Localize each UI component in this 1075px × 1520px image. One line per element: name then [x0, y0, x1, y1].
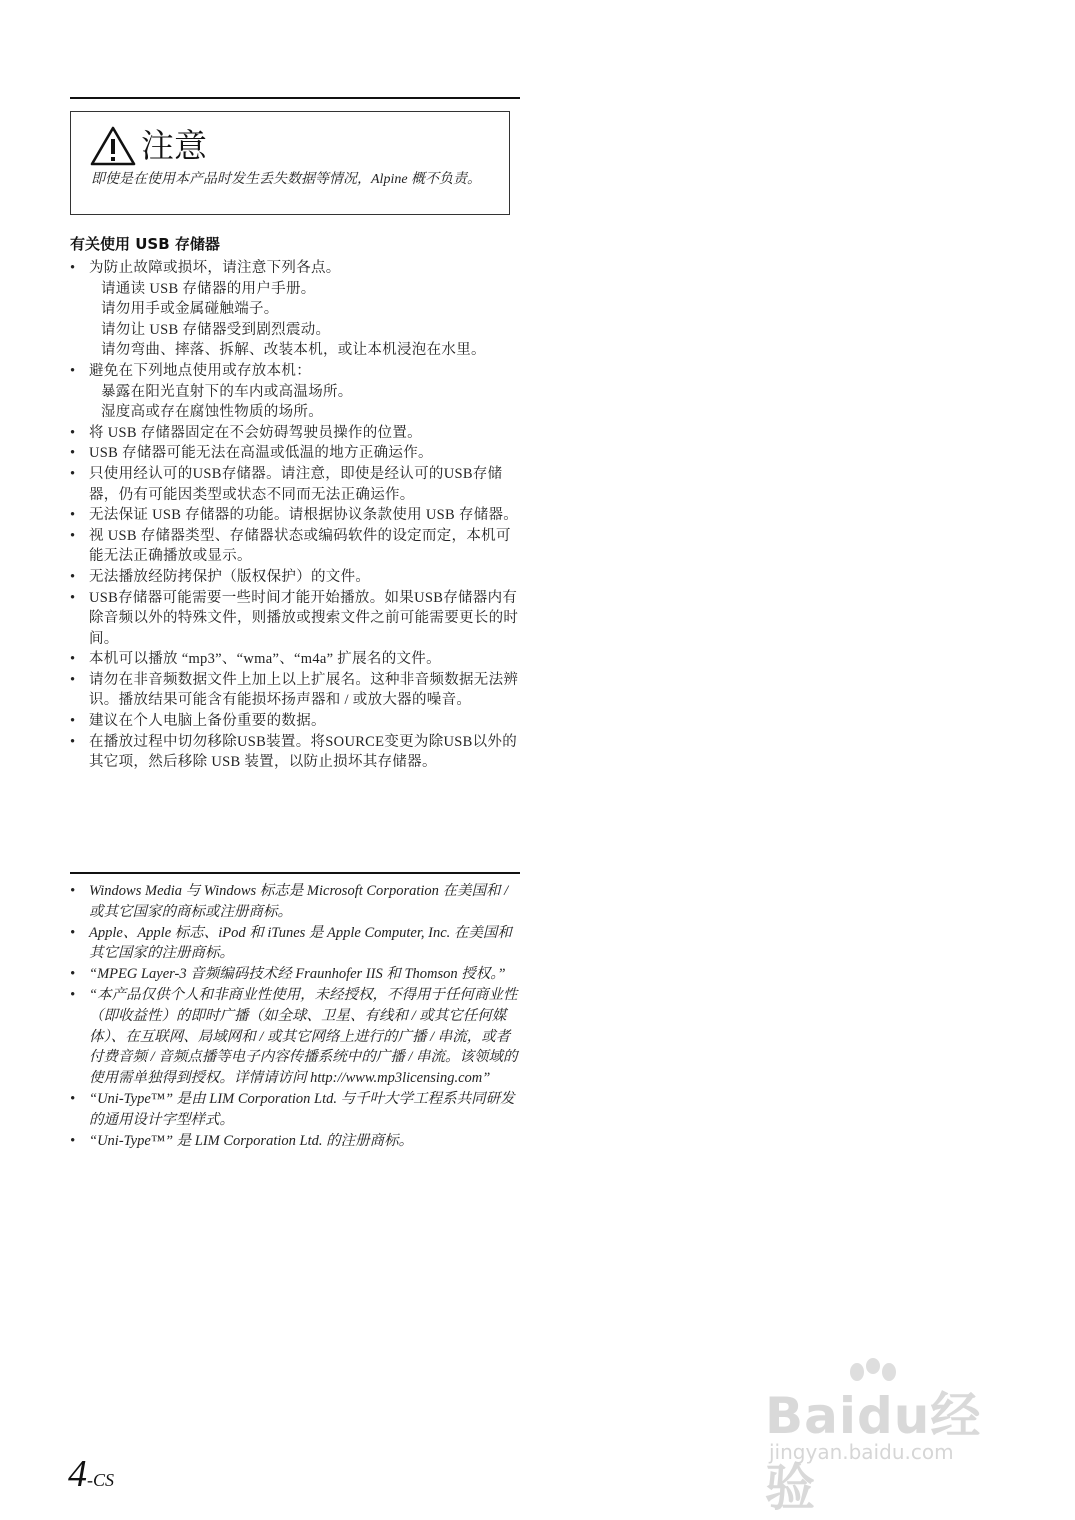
page-number-digit: 4 — [68, 1453, 87, 1495]
caution-box — [70, 111, 510, 215]
page-number-suffix: -CS — [87, 1470, 114, 1490]
bullet-icon: • — [70, 966, 76, 983]
bullet-icon: • — [70, 733, 76, 750]
notes-item — [70, 649, 522, 670]
trademarks-text: Windows Media 与 Windows 标志是 Microsoft Corporation 在美国和 / 或其它国家的商标或注册商标。 — [89, 883, 509, 920]
notes-item — [70, 526, 522, 567]
notes-subitem: 请勿弯曲、摔落、拆解、改装本机，或让本机浸泡在水里。 — [101, 342, 486, 359]
trademarks-text: “Uni-Type™” 是 LIM Corporation Ltd. 的注册商标。 — [89, 1132, 414, 1149]
notes-text: 本机可以播放 “mp3”、“wma”、“m4a” 扩展名的文件。 — [89, 651, 441, 668]
notes-text: 建议在个人电脑上备份重要的数据。 — [89, 713, 326, 730]
notes-text: 视 USB 存储器类型、存储器状态或编码软件的设定而定，本机可能无法正确播放或显示。 — [89, 527, 511, 565]
page-number — [68, 1452, 114, 1496]
notes-text: 无法保证 USB 存储器的功能。请根据协议条款使用 USB 存储器。 — [89, 507, 519, 524]
trademarks-text: “Uni-Type™” 是由 LIM Corporation Ltd. 与千叶大学工程系共同研发的通用设计字型样式。 — [89, 1090, 515, 1128]
notes-item — [70, 711, 522, 732]
bullet-icon: • — [70, 1090, 76, 1107]
notes-text: 请勿在非音频数据文件上加上以上扩展名。这种非音频数据无法辨识。播放结果可能含有能损坏扬声器和 / 或放大器的噪音。 — [89, 671, 519, 709]
notes-text: 为防止故障或损坏，请注意下列各点。 — [89, 260, 341, 276]
trademarks-item — [70, 881, 522, 923]
notes-item — [70, 361, 522, 423]
top-rule — [70, 97, 520, 99]
notes-item — [70, 588, 522, 650]
watermark-url: jingyan.baidu.com — [769, 1440, 954, 1464]
trademarks-text: “本产品仅供个人和非商业性使用，未经授权，不得用于任何商业性（即收益性）的即时广播（如全球、卫星、有线和 / 或其它任何媒体）、在互联网、局域网和 / 或其它网络上进行的广播 / 串流，或者付费音频 / 音频点播等电子内容传播系统中的广播 / 串流。该领域的使用需单独得到授权。详情请访问 http://www.mp3licensing.com” — [89, 986, 518, 1087]
notes-subitem: 暴露在阳光直射下的车内或高温场所。 — [101, 383, 353, 400]
bullet-icon: • — [70, 1132, 76, 1149]
notes-text: 将 USB 存储器固定在不会妨碍驾驶员操作的位置。 — [89, 424, 422, 441]
notes-item — [70, 567, 522, 588]
caution-header — [89, 124, 207, 168]
bullet-icon: • — [70, 986, 76, 1003]
bullet-icon: • — [70, 445, 76, 462]
divider-rule — [70, 872, 520, 874]
usb-notes-list — [70, 258, 522, 773]
notes-text: 无法播放经防拷保护（版权保护）的文件。 — [89, 568, 371, 585]
bullet-icon: • — [70, 465, 76, 482]
notes-text: 只使用经认可的USB存储器。请注意，即使是经认可的USB存储器，仍有可能因类型或状态不同而无法正确运作。 — [89, 465, 503, 503]
trademarks-item — [70, 985, 522, 1089]
trademarks-item — [70, 964, 522, 985]
bullet-icon: • — [70, 924, 76, 941]
notes-item — [70, 464, 522, 505]
bullet-icon: • — [70, 424, 76, 441]
notes-text: 避免在下列地点使用或存放本机： — [89, 362, 311, 379]
notes-item — [70, 443, 522, 464]
bullet-icon: • — [70, 713, 76, 730]
notes-subitem: 请勿用手或金属碰触端子。 — [101, 301, 279, 318]
notes-subitem: 湿度高或存在腐蚀性物质的场所。 — [101, 404, 323, 421]
notes-subitem: 请勿让 USB 存储器受到剧烈震动。 — [101, 321, 331, 338]
notes-item — [70, 505, 522, 526]
bullet-icon: • — [70, 671, 76, 688]
section-heading: 有关使用 USB 存储器 — [70, 235, 220, 253]
caution-text: 即使是在使用本产品时发生丢失数据等情况，Alpine 概不负责。 — [91, 172, 482, 187]
bullet-icon: • — [70, 362, 76, 379]
notes-text: USB 存储器可能无法在高温或低温的地方正确运作。 — [89, 445, 433, 462]
trademarks-item — [70, 1089, 522, 1131]
bullet-icon: • — [70, 651, 76, 668]
trademarks-item — [70, 923, 522, 965]
bullet-icon: • — [70, 507, 76, 524]
caution-title: 注意 — [141, 126, 207, 165]
bullet-icon: • — [70, 568, 76, 585]
notes-item — [70, 423, 522, 444]
notes-text: 在播放过程中切勿移除USB装置。将SOURCE变更为除USB以外的其它项，然后移除 USB 装置，以防止损坏其存储器。 — [89, 733, 518, 771]
trademarks-text: “MPEG Layer-3 音频编码技术经 Fraunhofer IIS 和 Thomson 授权。” — [89, 966, 506, 983]
notes-subitem: 请通读 USB 存储器的用户手册。 — [101, 280, 316, 297]
bullet-icon: • — [70, 260, 76, 276]
bullet-icon: • — [70, 589, 76, 606]
bullet-icon: • — [70, 527, 76, 544]
notes-item — [70, 732, 522, 773]
notes-text: USB存储器可能需要一些时间才能开始播放。如果USB存储器内有除音频以外的特殊文件，则播放或搜索文件之前可能需要更长的时间。 — [89, 589, 519, 647]
trademarks-item — [70, 1131, 522, 1152]
watermark — [755, 1358, 1015, 1517]
notes-item — [70, 670, 522, 711]
watermark-brand: Baidu经验 — [765, 1387, 982, 1517]
trademarks-text: Apple、Apple 标志、iPod 和 iTunes 是 Apple Computer, Inc. 在美国和其它国家的注册商标。 — [89, 924, 512, 962]
notes-item — [70, 258, 522, 361]
trademark-notes-list — [70, 881, 522, 1151]
warning-icon — [89, 125, 137, 167]
bullet-icon: • — [70, 883, 76, 899]
